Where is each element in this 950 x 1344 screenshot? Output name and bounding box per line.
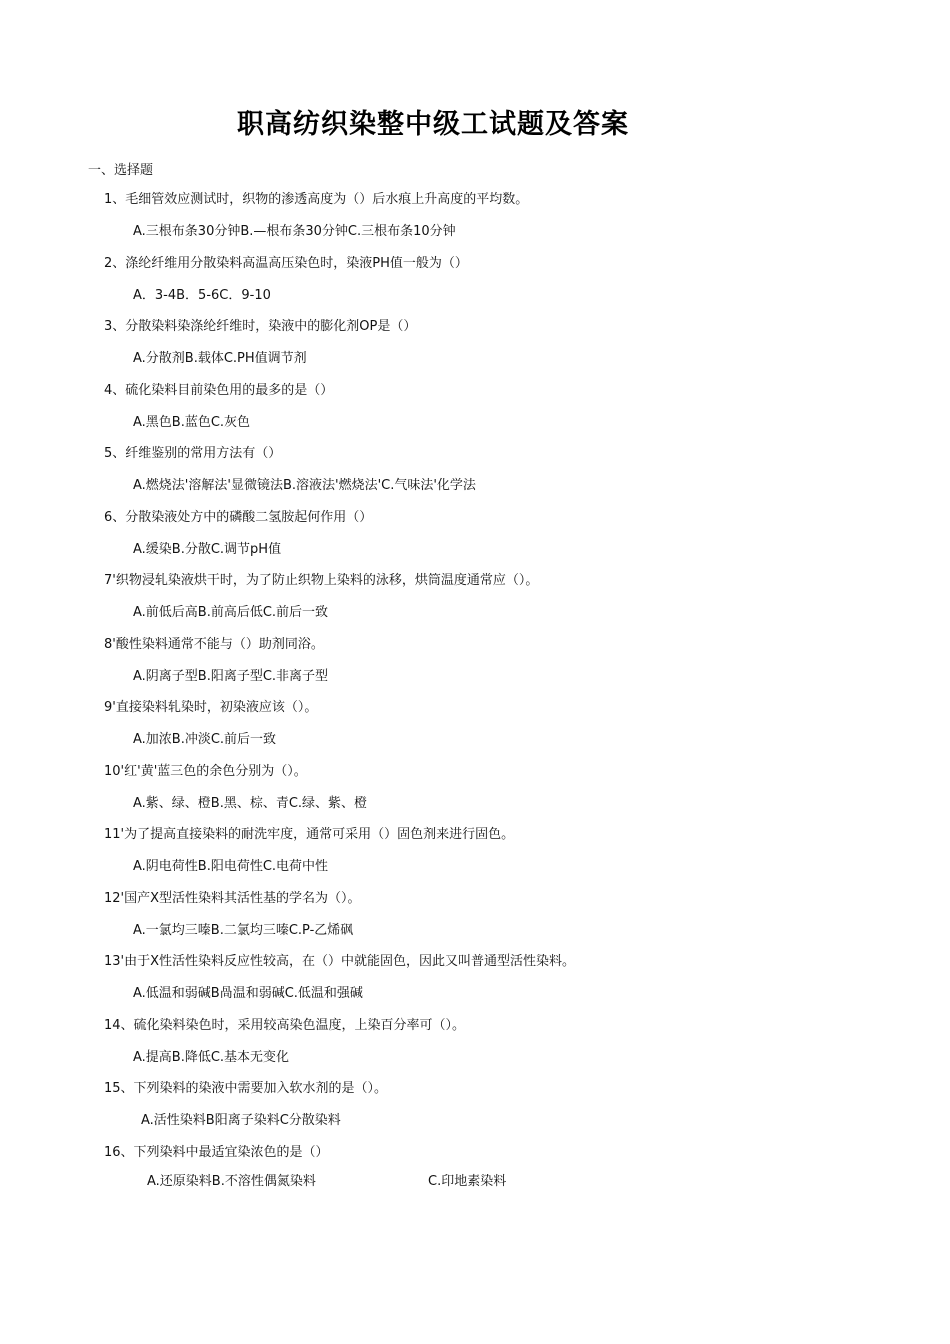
options-6: A.缓染B.分散C.调节pH值 bbox=[133, 542, 282, 557]
question-3: 3、分散染料染涤纶纤维时，染液中的膨化剂OP是（） bbox=[104, 319, 417, 334]
question-16: 16、下列染料中最适宜染浓色的是（） bbox=[104, 1145, 329, 1160]
options-2: A．3-4B．5-6C．9-10 bbox=[133, 288, 271, 303]
options-16: A.还原染料B.不溶性偶氮染料 bbox=[147, 1174, 316, 1189]
question-15: 15、下列染料的染液中需要加入软水剂的是（）。 bbox=[104, 1081, 388, 1096]
options-16-c: C.印地素染料 bbox=[428, 1174, 507, 1189]
options-12: A.一氯均三嗪B.二氯均三嗪C.P-乙烯砜 bbox=[133, 923, 354, 938]
options-5: A.燃烧法'溶解法'显微镜法B.溶液法'燃烧法'C.气味法'化学法 bbox=[133, 478, 476, 493]
options-10: A.紫、绿、橙B.黑、棕、青C.绿、紫、橙 bbox=[133, 796, 368, 811]
question-12: 12'国产X型活性染料其活性基的学名为（）。 bbox=[104, 891, 361, 906]
question-8: 8'酸性染料通常不能与（）助剂同浴。 bbox=[104, 637, 324, 652]
section-heading: 一、选择题 bbox=[88, 163, 154, 178]
question-9: 9'直接染料轧染时，初染液应该（）。 bbox=[104, 700, 318, 715]
options-13: A.低温和弱碱B咼温和弱碱C.低温和强碱 bbox=[133, 986, 363, 1001]
question-13: 13'由于X性活性染料反应性较高，在（）中就能固色，因此又叫普通型活性染料。 bbox=[104, 954, 576, 969]
question-7: 7'织物浸轧染液烘干时，为了防止织物上染料的泳移，烘筒温度通常应（）。 bbox=[104, 573, 539, 588]
options-14: A.提高B.降低C.基本无变化 bbox=[133, 1050, 290, 1065]
options-7: A.前低后高B.前高后低C.前后一致 bbox=[133, 605, 329, 620]
question-1: 1、毛细管效应测试时，织物的渗透高度为（）后水痕上升高度的平均数。 bbox=[104, 192, 529, 207]
document-title: 职高纺织染整中级工试题及答案 bbox=[237, 109, 629, 140]
options-11: A.阴电荷性B.阳电荷性C.电荷中性 bbox=[133, 859, 329, 874]
options-4: A.黑色B.蓝色C.灰色 bbox=[133, 415, 251, 430]
question-6: 6、分散染液处方中的磷酸二氢胺起何作用（） bbox=[104, 510, 373, 525]
options-1: A.三根布条30分钟B.—根布条30分钟C.三根布条10分钟 bbox=[133, 224, 456, 239]
question-4: 4、硫化染料目前染色用的最多的是（） bbox=[104, 383, 334, 398]
question-14: 14、硫化染料染色时，采用较高染色温度，上染百分率可（）。 bbox=[104, 1018, 466, 1033]
question-11: 11'为了提高直接染料的耐洗牢度，通常可采用（）固色剂来进行固色。 bbox=[104, 827, 515, 842]
options-8: A.阴离子型B.阳离子型C.非离子型 bbox=[133, 669, 329, 684]
options-15: A.活性染料B阳离子染料C分散染料 bbox=[141, 1113, 341, 1128]
options-9: A.加浓B.冲淡C.前后一致 bbox=[133, 732, 277, 747]
options-3: A.分散剂B.载体C.PH值调节剂 bbox=[133, 351, 307, 366]
question-5: 5、纤维鉴别的常用方法有（） bbox=[104, 446, 282, 461]
question-2: 2、涤纶纤维用分散染料高温高压染色时，染液PH值一般为（） bbox=[104, 256, 468, 271]
question-10: 10'红'黄'蓝三色的余色分别为（）。 bbox=[104, 764, 307, 779]
